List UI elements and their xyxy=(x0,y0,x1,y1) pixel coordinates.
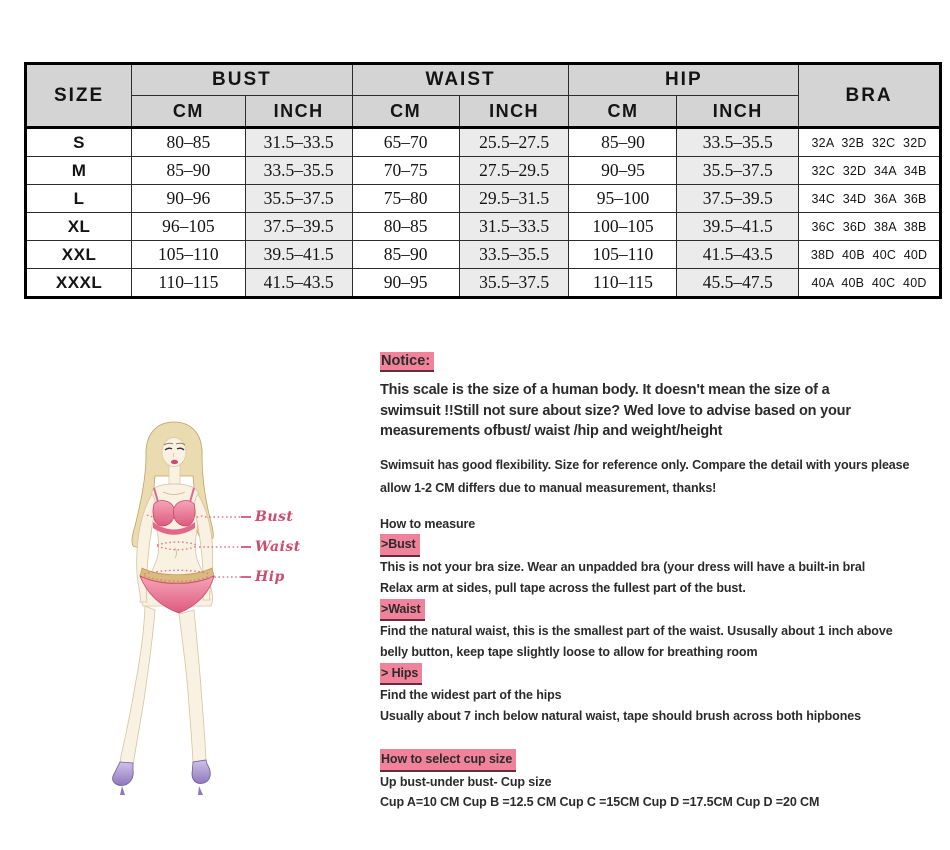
info-text-block xyxy=(380,352,946,813)
bra-cell: 34C 34D 36A 36B xyxy=(799,185,941,213)
hip-cm-cell: 100–105 xyxy=(569,213,677,241)
col-header-bra: BRA xyxy=(799,64,941,128)
table-row-s xyxy=(26,128,941,157)
cup-size-section xyxy=(380,749,946,813)
waist-inch-cell: 35.5–37.5 xyxy=(459,269,569,298)
table-row-xxl xyxy=(26,241,941,269)
subheader-hip-inch: INCH xyxy=(677,96,799,128)
bust-cm-cell: 80–85 xyxy=(132,128,245,157)
hip-label: Hip xyxy=(255,569,285,585)
size-cell: S xyxy=(26,128,132,157)
waist-inch-cell: 29.5–31.5 xyxy=(459,185,569,213)
bra-cell: 40A 40B 40C 40D xyxy=(799,269,941,298)
bust-instruction: This is not your bra size. Wear an unpadded bra (your dress will have a built-in bral xyxy=(380,560,866,575)
bust-inch-cell: 33.5–35.5 xyxy=(245,157,352,185)
waist-instruction: belly button, keep tape slightly loose to allow for breathing room xyxy=(380,645,758,659)
waist-label: Waist xyxy=(255,539,301,555)
cup-size-line: Up bust-under bust- Cup size xyxy=(380,774,552,789)
table-row-l xyxy=(26,185,941,213)
cup-size-line: Cup A=10 CM Cup B =12.5 CM Cup C =15CM Cup D =17.5CM Cup D =20 CM xyxy=(380,795,820,810)
notice-line: swimsuit !!Still not sure about size? Wed love to advise based on your xyxy=(380,402,851,419)
how-to-measure-title: How to measure xyxy=(380,516,476,531)
flexibility-line: Swimsuit has good flexibility. Size for reference only. Compare the detail with yours please xyxy=(380,457,910,472)
figure-right-leg xyxy=(179,610,206,762)
size-cell: XXXL xyxy=(26,269,132,298)
subheader-waist-inch: INCH xyxy=(459,96,569,128)
hip-cm-cell: 110–115 xyxy=(569,269,677,298)
flexibility-line: allow 1-2 CM differs due to manual measurement, thanks! xyxy=(380,480,717,495)
bust-inch-cell: 31.5–33.5 xyxy=(245,128,352,157)
bust-inch-cell: 37.5–39.5 xyxy=(245,213,352,241)
hip-inch-cell: 37.5–39.5 xyxy=(677,185,799,213)
size-cell: XL xyxy=(26,213,132,241)
col-header-waist: WAIST xyxy=(352,64,569,96)
waist-inch-cell: 27.5–29.5 xyxy=(459,157,569,185)
size-cell: L xyxy=(26,185,132,213)
col-header-size: SIZE xyxy=(26,64,132,128)
cup-size-heading: How to select cup size xyxy=(380,749,946,772)
waist-inch-cell: 25.5–27.5 xyxy=(459,128,569,157)
figure-left-leg xyxy=(120,606,155,765)
hip-inch-cell: 41.5–43.5 xyxy=(677,241,799,269)
hips-instruction: Usually about 7 inch below natural waist, tape should brush across both hipbones xyxy=(380,709,861,724)
flexibility-note xyxy=(380,454,946,500)
notice-heading-highlight: Notice: xyxy=(380,352,434,372)
bra-cell: 36C 36D 38A 38B xyxy=(799,213,941,241)
hip-cm-cell: 95–100 xyxy=(569,185,677,213)
waist-section-heading: >Waist xyxy=(380,599,946,622)
bust-cm-cell: 110–115 xyxy=(132,269,245,298)
notice-heading xyxy=(380,352,946,372)
size-chart-table xyxy=(24,62,942,299)
hip-inch-cell: 39.5–41.5 xyxy=(677,213,799,241)
hip-inch-cell: 45.5–47.5 xyxy=(677,269,799,298)
waist-inch-cell: 31.5–33.5 xyxy=(459,213,569,241)
hip-cm-cell: 105–110 xyxy=(569,241,677,269)
subheader-waist-cm: CM xyxy=(352,96,459,128)
fashion-sketch xyxy=(95,418,365,798)
high-heel-shoes xyxy=(113,760,211,795)
waist-cm-cell: 80–85 xyxy=(352,213,459,241)
notice-line: measurements ofbust/ waist /hip and weight/height xyxy=(380,423,723,440)
bra-cell: 32C 32D 34A 34B xyxy=(799,157,941,185)
table-row-xl xyxy=(26,213,941,241)
hip-inch-cell: 35.5–37.5 xyxy=(677,157,799,185)
subheader-bust-cm: CM xyxy=(132,96,245,128)
bust-cm-cell: 85–90 xyxy=(132,157,245,185)
bust-section-heading: >Bust xyxy=(380,534,946,557)
waist-instruction: Find the natural waist, this is the smallest part of the waist. Ususally about 1 inch above xyxy=(380,624,893,639)
bust-instruction: Relax arm at sides, pull tape across the fullest part of the bust. xyxy=(380,580,746,595)
waist-cm-cell: 90–95 xyxy=(352,269,459,298)
how-to-measure-section xyxy=(380,514,946,727)
bust-inch-cell: 35.5–37.5 xyxy=(245,185,352,213)
hip-cm-cell: 90–95 xyxy=(569,157,677,185)
bust-inch-cell: 41.5–43.5 xyxy=(245,269,352,298)
measurement-figure-illustration xyxy=(95,418,365,798)
bust-label: Bust xyxy=(255,509,294,525)
col-header-bust: BUST xyxy=(132,64,353,96)
subheader-bust-inch: INCH xyxy=(245,96,352,128)
col-header-hip: HIP xyxy=(569,64,799,96)
hips-instruction: Find the widest part of the hips xyxy=(380,688,562,703)
bust-cm-cell: 96–105 xyxy=(132,213,245,241)
table-row-xxxl xyxy=(26,269,941,298)
bust-inch-cell: 39.5–41.5 xyxy=(245,241,352,269)
hip-cm-cell: 85–90 xyxy=(569,128,677,157)
waist-inch-cell: 33.5–35.5 xyxy=(459,241,569,269)
waist-cm-cell: 85–90 xyxy=(352,241,459,269)
table-row-m xyxy=(26,157,941,185)
subheader-hip-cm: CM xyxy=(569,96,677,128)
bra-cell: 32A 32B 32C 32D xyxy=(799,128,941,157)
bra-cell: 38D 40B 40C 40D xyxy=(799,241,941,269)
notice-line: This scale is the size of a human body. It doesn't mean the size of a xyxy=(380,382,830,398)
size-cell: M xyxy=(26,157,132,185)
bust-cm-cell: 90–96 xyxy=(132,185,245,213)
waist-cm-cell: 70–75 xyxy=(352,157,459,185)
hips-section-heading: > Hips xyxy=(380,663,946,686)
hip-inch-cell: 33.5–35.5 xyxy=(677,128,799,157)
waist-cm-cell: 75–80 xyxy=(352,185,459,213)
waist-cm-cell: 65–70 xyxy=(352,128,459,157)
size-cell: XXL xyxy=(26,241,132,269)
bust-cm-cell: 105–110 xyxy=(132,241,245,269)
